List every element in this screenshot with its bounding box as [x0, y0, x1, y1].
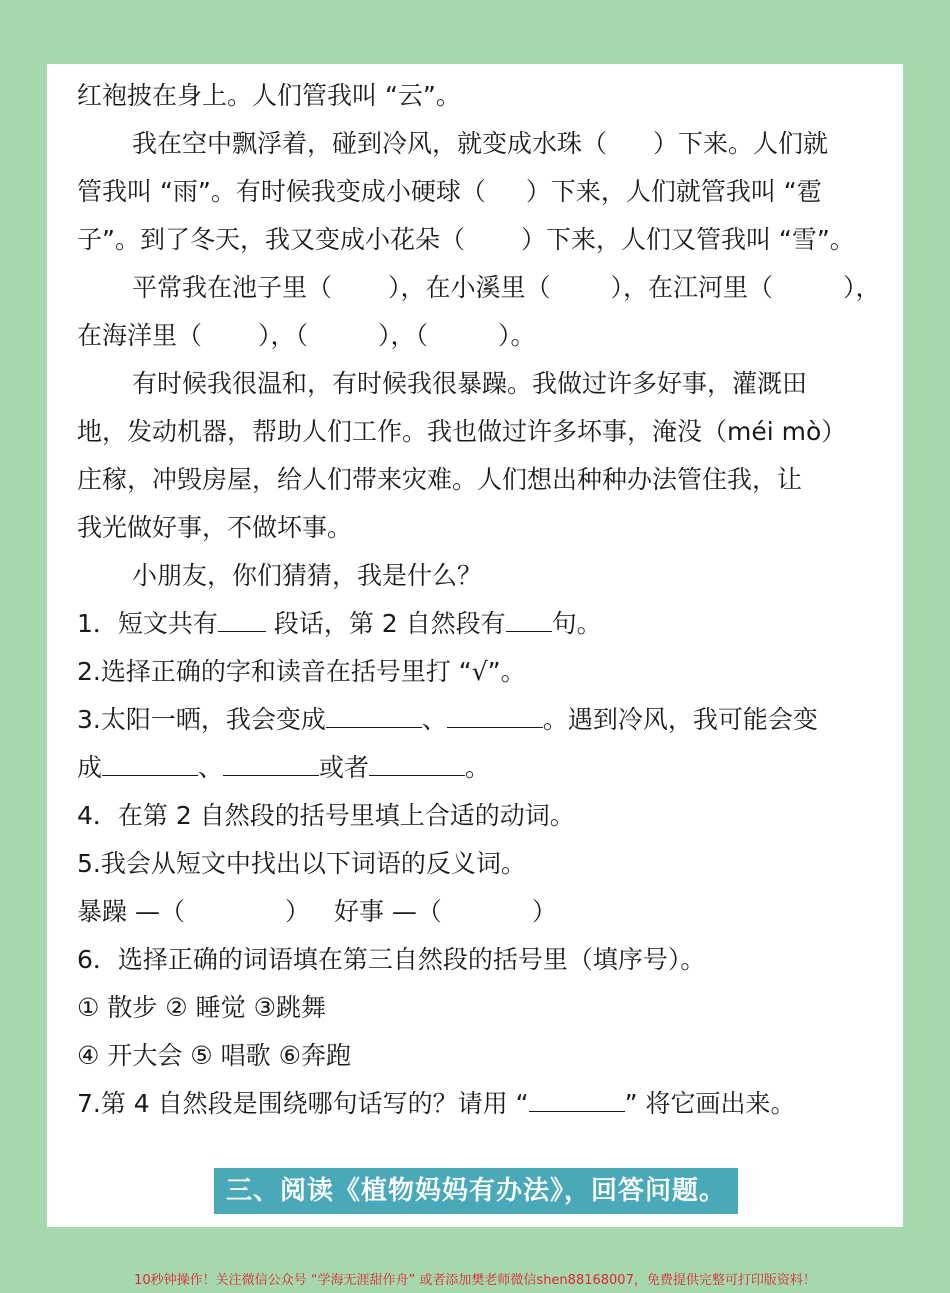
answer-blank[interactable]	[326, 705, 422, 728]
question-6-options-2: ④ 开大会 ⑤ 唱歌 ⑥奔跑	[77, 1041, 352, 1070]
answer-blank[interactable]	[369, 753, 465, 776]
question-2: 2.选择正确的字和读音在括号里打 “√”。	[77, 657, 526, 686]
question-7: 7.第 4 自然段是围绕哪句话写的？请用 “ ” 将它画出来。	[77, 1089, 796, 1118]
question-6-options-1: ① 散步 ② 睡觉 ③跳舞	[77, 993, 327, 1022]
answer-blank[interactable]	[223, 753, 319, 776]
question-4: 4．在第 2 自然段的括号里填上合适的动词。	[77, 801, 575, 830]
question-3-line-2: 成 、 或者 。	[77, 753, 491, 782]
passage-para-4-line-1: 有时候我很温和，有时候我很暴躁。我做过许多好事，灌溉田	[132, 369, 808, 398]
question-5: 5.我会从短文中找出以下词语的反义词。	[77, 849, 526, 878]
footer-note: 10秒钟操作！关注微信公众号 “学海无涯甜作舟” 或者添加樊老师微信shen88168007，免费提供完整可打印版资料！	[134, 1273, 816, 1288]
passage-para-4-line-2: 地，发动机器，帮助人们工作。我也做过许多坏事，淹没（méi mò）	[77, 417, 847, 446]
answer-blank[interactable]	[102, 753, 198, 776]
worksheet-page	[47, 64, 903, 1227]
passage-para-2-line-3: 子”。到了冬天，我又变成小花朵（ ）下来，人们又管我叫 “雪”。	[77, 225, 855, 254]
passage-line-1: 红袍披在身上。人们管我叫 “云”。	[77, 81, 461, 110]
question-6: 6．选择正确的词语填在第三自然段的括号里（填序号）。	[77, 945, 706, 974]
answer-blank[interactable]	[218, 609, 266, 632]
answer-blank[interactable]	[447, 705, 543, 728]
question-5-pairs: 暴躁 —（ ） 好事 —（ ）	[77, 897, 557, 926]
section-banner: 三、阅读《植物妈妈有办法》，回答问题。	[214, 1168, 738, 1214]
passage-para-4-line-4: 我光做好事，不做坏事。	[77, 513, 353, 542]
passage-para-2-line-1: 我在空中飘浮着，碰到冷风，就变成水珠（ ）下来。人们就	[132, 129, 829, 158]
answer-blank[interactable]	[529, 1089, 625, 1112]
answer-blank[interactable]	[506, 609, 552, 632]
passage-para-4-line-3: 庄稼，冲毁房屋，给人们带来灾难。人们想出种种办法管住我，让	[77, 465, 803, 494]
question-3-line-1: 3.太阳一晒，我会变成 、 。遇到冷风，我可能会变	[77, 705, 818, 734]
passage-para-5: 小朋友，你们猜猜，我是什么？	[132, 561, 483, 590]
question-1: 1．短文共有 段话，第 2 自然段有 句。	[77, 609, 602, 638]
worksheet-content	[77, 72, 882, 1128]
passage-para-3-line-2: 在海洋里（ ），（ ），（ ）。	[77, 321, 536, 350]
passage-para-2-line-2: 管我叫 “雨”。有时候我变成小硬球（ ）下来，人们就管我叫 “雹	[77, 177, 822, 206]
passage-para-3-line-1: 平常我在池子里（ ），在小溪里（ ），在江河里（ ），	[132, 273, 881, 302]
